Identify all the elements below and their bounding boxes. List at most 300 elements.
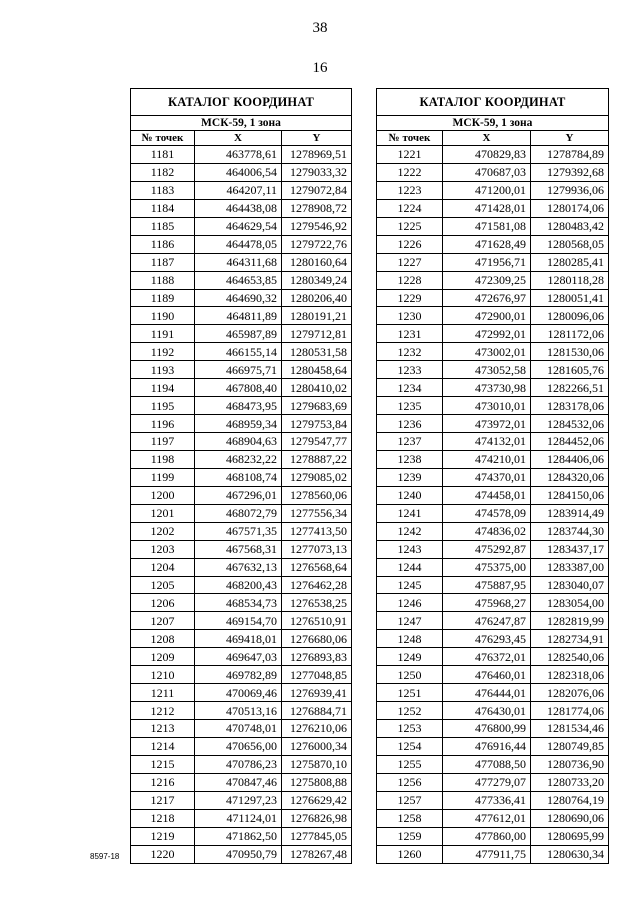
table-row <box>131 217 352 235</box>
table-row <box>131 540 352 558</box>
x-coordinate-cell: 476247,87 <box>443 612 531 630</box>
point-number-cell: 1210 <box>131 666 195 684</box>
x-coordinate-cell: 476372,01 <box>443 648 531 666</box>
y-coordinate-cell: 1276462,28 <box>282 576 352 594</box>
column-header-x: X <box>443 131 531 146</box>
point-number-cell: 1236 <box>377 415 443 433</box>
y-coordinate-cell: 1282819,99 <box>531 612 609 630</box>
y-coordinate-cell: 1276538,25 <box>282 594 352 612</box>
x-coordinate-cell: 470748,01 <box>195 720 282 738</box>
x-coordinate-cell: 468232,22 <box>195 450 282 468</box>
point-number-cell: 1191 <box>131 325 195 343</box>
point-number-cell: 1221 <box>377 146 443 164</box>
x-coordinate-cell: 474210,01 <box>443 450 531 468</box>
point-number-cell: 1222 <box>377 163 443 181</box>
y-coordinate-cell: 1279072,84 <box>282 181 352 199</box>
table-row <box>131 612 352 630</box>
x-coordinate-cell: 467571,35 <box>195 522 282 540</box>
table-row <box>131 486 352 504</box>
point-number-cell: 1190 <box>131 307 195 325</box>
coordinate-system-label: МСК-59, 1 зона <box>131 116 352 131</box>
point-number-cell: 1242 <box>377 522 443 540</box>
y-coordinate-cell: 1280733,20 <box>531 773 609 791</box>
y-coordinate-cell: 1275870,10 <box>282 755 352 773</box>
y-coordinate-cell: 1276568,64 <box>282 558 352 576</box>
y-coordinate-cell: 1282076,06 <box>531 684 609 702</box>
point-number-cell: 1217 <box>131 791 195 809</box>
x-coordinate-cell: 475887,95 <box>443 576 531 594</box>
point-number-cell: 1237 <box>377 433 443 451</box>
table-row <box>131 791 352 809</box>
x-coordinate-cell: 463778,61 <box>195 146 282 164</box>
point-number-cell: 1224 <box>377 199 443 217</box>
x-coordinate-cell: 470513,16 <box>195 702 282 720</box>
table-row <box>131 755 352 773</box>
x-coordinate-cell: 475375,00 <box>443 558 531 576</box>
x-coordinate-cell: 470786,23 <box>195 755 282 773</box>
x-coordinate-cell: 470847,46 <box>195 773 282 791</box>
y-coordinate-cell: 1284406,06 <box>531 450 609 468</box>
x-coordinate-cell: 467632,13 <box>195 558 282 576</box>
point-number-cell: 1246 <box>377 594 443 612</box>
x-coordinate-cell: 468200,43 <box>195 576 282 594</box>
table-row <box>377 146 609 164</box>
x-coordinate-cell: 470687,03 <box>443 163 531 181</box>
x-coordinate-cell: 465987,89 <box>195 325 282 343</box>
x-coordinate-cell: 471200,01 <box>443 181 531 199</box>
table-row <box>377 307 609 325</box>
table-row <box>131 271 352 289</box>
table-row <box>377 576 609 594</box>
x-coordinate-cell: 473010,01 <box>443 397 531 415</box>
y-coordinate-cell: 1283178,06 <box>531 397 609 415</box>
x-coordinate-cell: 473730,98 <box>443 379 531 397</box>
y-coordinate-cell: 1276210,06 <box>282 720 352 738</box>
x-coordinate-cell: 477612,01 <box>443 809 531 827</box>
column-header-point: № точек <box>377 131 443 146</box>
table-row <box>131 504 352 522</box>
y-coordinate-cell: 1280410,02 <box>282 379 352 397</box>
x-coordinate-cell: 472309,25 <box>443 271 531 289</box>
x-coordinate-cell: 469647,03 <box>195 648 282 666</box>
x-coordinate-cell: 471124,01 <box>195 809 282 827</box>
point-number-cell: 1219 <box>131 827 195 845</box>
y-coordinate-cell: 1284532,06 <box>531 415 609 433</box>
x-coordinate-cell: 474458,01 <box>443 486 531 504</box>
x-coordinate-cell: 464207,11 <box>195 181 282 199</box>
point-number-cell: 1193 <box>131 361 195 379</box>
x-coordinate-cell: 470829,83 <box>443 146 531 164</box>
point-number-cell: 1207 <box>131 612 195 630</box>
y-coordinate-cell: 1277413,50 <box>282 522 352 540</box>
y-coordinate-cell: 1280160,64 <box>282 253 352 271</box>
y-coordinate-cell: 1276826,98 <box>282 809 352 827</box>
x-coordinate-cell: 464811,89 <box>195 307 282 325</box>
table-row <box>377 827 609 845</box>
point-number-cell: 1255 <box>377 755 443 773</box>
table-row <box>377 737 609 755</box>
y-coordinate-cell: 1283437,17 <box>531 540 609 558</box>
document-code: 8597-18 <box>90 852 120 861</box>
x-coordinate-cell: 468904,63 <box>195 433 282 451</box>
y-coordinate-cell: 1281774,06 <box>531 702 609 720</box>
table-row <box>377 271 609 289</box>
point-number-cell: 1248 <box>377 630 443 648</box>
x-coordinate-cell: 477279,07 <box>443 773 531 791</box>
y-coordinate-cell: 1283040,07 <box>531 576 609 594</box>
coordinate-system-label: МСК-59, 1 зона <box>377 116 609 131</box>
table-row <box>377 450 609 468</box>
y-coordinate-cell: 1279753,84 <box>282 415 352 433</box>
y-coordinate-cell: 1283387,00 <box>531 558 609 576</box>
y-coordinate-cell: 1280764,19 <box>531 791 609 809</box>
y-coordinate-cell: 1280695,99 <box>531 827 609 845</box>
x-coordinate-cell: 472900,01 <box>443 307 531 325</box>
x-coordinate-cell: 476916,44 <box>443 737 531 755</box>
point-number-cell: 1188 <box>131 271 195 289</box>
x-coordinate-cell: 464629,54 <box>195 217 282 235</box>
y-coordinate-cell: 1279712,81 <box>282 325 352 343</box>
table-row <box>131 361 352 379</box>
table-row <box>131 558 352 576</box>
table-row <box>377 343 609 361</box>
table-row <box>131 433 352 451</box>
point-number-cell: 1204 <box>131 558 195 576</box>
x-coordinate-cell: 473052,58 <box>443 361 531 379</box>
point-number-cell: 1209 <box>131 648 195 666</box>
x-coordinate-cell: 477336,41 <box>443 791 531 809</box>
table-row <box>377 666 609 684</box>
y-coordinate-cell: 1281172,06 <box>531 325 609 343</box>
x-coordinate-cell: 469418,01 <box>195 630 282 648</box>
point-number-cell: 1252 <box>377 702 443 720</box>
point-number-cell: 1228 <box>377 271 443 289</box>
point-number-cell: 1189 <box>131 289 195 307</box>
table-row <box>131 415 352 433</box>
table-row <box>131 684 352 702</box>
coordinate-catalog-table-left <box>130 88 352 864</box>
table-row <box>131 253 352 271</box>
x-coordinate-cell: 476444,01 <box>443 684 531 702</box>
x-coordinate-cell: 471297,23 <box>195 791 282 809</box>
x-coordinate-cell: 471581,08 <box>443 217 531 235</box>
y-coordinate-cell: 1279722,76 <box>282 235 352 253</box>
point-number-cell: 1239 <box>377 468 443 486</box>
x-coordinate-cell: 468108,74 <box>195 468 282 486</box>
y-coordinate-cell: 1280191,21 <box>282 307 352 325</box>
table-row <box>377 594 609 612</box>
x-coordinate-cell: 469154,70 <box>195 612 282 630</box>
point-number-cell: 1192 <box>131 343 195 361</box>
point-number-cell: 1195 <box>131 397 195 415</box>
page-number: 38 <box>312 20 328 36</box>
point-number-cell: 1211 <box>131 684 195 702</box>
table-row <box>131 737 352 755</box>
x-coordinate-cell: 475968,27 <box>443 594 531 612</box>
table-row <box>131 827 352 845</box>
point-number-cell: 1243 <box>377 540 443 558</box>
x-coordinate-cell: 476430,01 <box>443 702 531 720</box>
y-coordinate-cell: 1276510,91 <box>282 612 352 630</box>
point-number-cell: 1257 <box>377 791 443 809</box>
table-row <box>377 558 609 576</box>
table-row <box>377 235 609 253</box>
point-number-cell: 1251 <box>377 684 443 702</box>
point-number-cell: 1241 <box>377 504 443 522</box>
table-row <box>377 809 609 827</box>
table-row <box>131 809 352 827</box>
y-coordinate-cell: 1276884,71 <box>282 702 352 720</box>
table-row <box>377 415 609 433</box>
y-coordinate-cell: 1278887,22 <box>282 450 352 468</box>
x-coordinate-cell: 468473,95 <box>195 397 282 415</box>
table-row <box>131 181 352 199</box>
x-coordinate-cell: 468959,34 <box>195 415 282 433</box>
x-coordinate-cell: 464438,08 <box>195 199 282 217</box>
y-coordinate-cell: 1282734,91 <box>531 630 609 648</box>
x-coordinate-cell: 470656,00 <box>195 737 282 755</box>
point-number-cell: 1259 <box>377 827 443 845</box>
table-row <box>131 343 352 361</box>
x-coordinate-cell: 473972,01 <box>443 415 531 433</box>
table-row <box>131 594 352 612</box>
table-row <box>131 648 352 666</box>
table-row <box>131 146 352 164</box>
table-row <box>377 163 609 181</box>
y-coordinate-cell: 1283054,00 <box>531 594 609 612</box>
point-number-cell: 1182 <box>131 163 195 181</box>
point-number-cell: 1198 <box>131 450 195 468</box>
x-coordinate-cell: 468534,73 <box>195 594 282 612</box>
y-coordinate-cell: 1280051,41 <box>531 289 609 307</box>
y-coordinate-cell: 1280285,41 <box>531 253 609 271</box>
y-coordinate-cell: 1276893,83 <box>282 648 352 666</box>
point-number-cell: 1218 <box>131 809 195 827</box>
table-row <box>131 522 352 540</box>
point-number-cell: 1185 <box>131 217 195 235</box>
y-coordinate-cell: 1279547,77 <box>282 433 352 451</box>
y-coordinate-cell: 1276939,41 <box>282 684 352 702</box>
point-number-cell: 1223 <box>377 181 443 199</box>
y-coordinate-cell: 1280630,34 <box>531 845 609 863</box>
table-row <box>131 307 352 325</box>
x-coordinate-cell: 472992,01 <box>443 325 531 343</box>
table-row <box>377 486 609 504</box>
y-coordinate-cell: 1280690,06 <box>531 809 609 827</box>
point-number-cell: 1199 <box>131 468 195 486</box>
y-coordinate-cell: 1282266,51 <box>531 379 609 397</box>
y-coordinate-cell: 1277073,13 <box>282 540 352 558</box>
point-number-cell: 1183 <box>131 181 195 199</box>
x-coordinate-cell: 471862,50 <box>195 827 282 845</box>
table-row <box>377 612 609 630</box>
x-coordinate-cell: 476460,01 <box>443 666 531 684</box>
point-number-cell: 1254 <box>377 737 443 755</box>
column-header-point: № точек <box>131 131 195 146</box>
x-coordinate-cell: 466155,14 <box>195 343 282 361</box>
sheet-number: 16 <box>312 60 328 76</box>
x-coordinate-cell: 474132,01 <box>443 433 531 451</box>
y-coordinate-cell: 1276680,06 <box>282 630 352 648</box>
x-coordinate-cell: 464311,68 <box>195 253 282 271</box>
x-coordinate-cell: 464478,05 <box>195 235 282 253</box>
table-row <box>377 773 609 791</box>
point-number-cell: 1181 <box>131 146 195 164</box>
x-coordinate-cell: 474578,09 <box>443 504 531 522</box>
table-row <box>131 773 352 791</box>
point-number-cell: 1258 <box>377 809 443 827</box>
x-coordinate-cell: 464690,32 <box>195 289 282 307</box>
y-coordinate-cell: 1279683,69 <box>282 397 352 415</box>
y-coordinate-cell: 1280206,40 <box>282 289 352 307</box>
point-number-cell: 1212 <box>131 702 195 720</box>
point-number-cell: 1240 <box>377 486 443 504</box>
y-coordinate-cell: 1284320,06 <box>531 468 609 486</box>
x-coordinate-cell: 471428,01 <box>443 199 531 217</box>
table-row <box>131 450 352 468</box>
table-row <box>131 468 352 486</box>
point-number-cell: 1227 <box>377 253 443 271</box>
x-coordinate-cell: 470950,79 <box>195 845 282 863</box>
table-row <box>131 397 352 415</box>
x-coordinate-cell: 464653,85 <box>195 271 282 289</box>
y-coordinate-cell: 1280349,24 <box>282 271 352 289</box>
table-row <box>131 379 352 397</box>
y-coordinate-cell: 1279546,92 <box>282 217 352 235</box>
point-number-cell: 1184 <box>131 199 195 217</box>
x-coordinate-cell: 476293,45 <box>443 630 531 648</box>
catalog-title: КАТАЛОГ КООРДИНАТ <box>131 89 352 116</box>
table-row <box>131 630 352 648</box>
y-coordinate-cell: 1277845,05 <box>282 827 352 845</box>
y-coordinate-cell: 1282540,06 <box>531 648 609 666</box>
table-row <box>377 504 609 522</box>
point-number-cell: 1220 <box>131 845 195 863</box>
y-coordinate-cell: 1276000,34 <box>282 737 352 755</box>
table-row <box>131 666 352 684</box>
column-header-x: X <box>195 131 282 146</box>
table-row <box>377 468 609 486</box>
y-coordinate-cell: 1280749,85 <box>531 737 609 755</box>
y-coordinate-cell: 1280531,58 <box>282 343 352 361</box>
point-number-cell: 1225 <box>377 217 443 235</box>
x-coordinate-cell: 468072,79 <box>195 504 282 522</box>
x-coordinate-cell: 474370,01 <box>443 468 531 486</box>
point-number-cell: 1205 <box>131 576 195 594</box>
x-coordinate-cell: 477860,00 <box>443 827 531 845</box>
y-coordinate-cell: 1279085,02 <box>282 468 352 486</box>
point-number-cell: 1234 <box>377 379 443 397</box>
point-number-cell: 1233 <box>377 361 443 379</box>
table-row <box>377 845 609 863</box>
x-coordinate-cell: 477088,50 <box>443 755 531 773</box>
x-coordinate-cell: 466975,71 <box>195 361 282 379</box>
y-coordinate-cell: 1277048,85 <box>282 666 352 684</box>
x-coordinate-cell: 477911,75 <box>443 845 531 863</box>
point-number-cell: 1260 <box>377 845 443 863</box>
table-row <box>377 397 609 415</box>
point-number-cell: 1232 <box>377 343 443 361</box>
point-number-cell: 1244 <box>377 558 443 576</box>
y-coordinate-cell: 1278560,06 <box>282 486 352 504</box>
y-coordinate-cell: 1280458,64 <box>282 361 352 379</box>
table-row <box>377 630 609 648</box>
y-coordinate-cell: 1279033,32 <box>282 163 352 181</box>
table-row <box>377 289 609 307</box>
table-row <box>377 720 609 738</box>
y-coordinate-cell: 1279392,68 <box>531 163 609 181</box>
y-coordinate-cell: 1278784,89 <box>531 146 609 164</box>
y-coordinate-cell: 1278969,51 <box>282 146 352 164</box>
point-number-cell: 1197 <box>131 433 195 451</box>
table-row <box>377 791 609 809</box>
point-number-cell: 1203 <box>131 540 195 558</box>
y-coordinate-cell: 1280096,06 <box>531 307 609 325</box>
table-row <box>377 361 609 379</box>
table-row <box>377 181 609 199</box>
table-row <box>131 163 352 181</box>
y-coordinate-cell: 1281534,46 <box>531 720 609 738</box>
y-coordinate-cell: 1278908,72 <box>282 199 352 217</box>
table-row <box>131 845 352 863</box>
table-row <box>377 702 609 720</box>
table-row <box>131 702 352 720</box>
x-coordinate-cell: 464006,54 <box>195 163 282 181</box>
point-number-cell: 1186 <box>131 235 195 253</box>
x-coordinate-cell: 472676,97 <box>443 289 531 307</box>
y-coordinate-cell: 1284452,06 <box>531 433 609 451</box>
point-number-cell: 1202 <box>131 522 195 540</box>
y-coordinate-cell: 1276629,42 <box>282 791 352 809</box>
x-coordinate-cell: 476800,99 <box>443 720 531 738</box>
x-coordinate-cell: 467568,31 <box>195 540 282 558</box>
x-coordinate-cell: 469782,89 <box>195 666 282 684</box>
table-row <box>377 540 609 558</box>
table-row <box>377 253 609 271</box>
table-row <box>377 755 609 773</box>
table-row <box>131 289 352 307</box>
y-coordinate-cell: 1278267,48 <box>282 845 352 863</box>
table-row <box>131 199 352 217</box>
x-coordinate-cell: 467296,01 <box>195 486 282 504</box>
y-coordinate-cell: 1284150,06 <box>531 486 609 504</box>
y-coordinate-cell: 1280118,28 <box>531 271 609 289</box>
point-number-cell: 1245 <box>377 576 443 594</box>
point-number-cell: 1200 <box>131 486 195 504</box>
point-number-cell: 1214 <box>131 737 195 755</box>
table-row <box>377 217 609 235</box>
point-number-cell: 1201 <box>131 504 195 522</box>
point-number-cell: 1250 <box>377 666 443 684</box>
x-coordinate-cell: 467808,40 <box>195 379 282 397</box>
x-coordinate-cell: 471628,49 <box>443 235 531 253</box>
y-coordinate-cell: 1277556,34 <box>282 504 352 522</box>
table-row <box>377 199 609 217</box>
table-row <box>131 720 352 738</box>
y-coordinate-cell: 1283744,30 <box>531 522 609 540</box>
table-row <box>377 648 609 666</box>
point-number-cell: 1247 <box>377 612 443 630</box>
y-coordinate-cell: 1280483,42 <box>531 217 609 235</box>
y-coordinate-cell: 1280736,90 <box>531 755 609 773</box>
point-number-cell: 1213 <box>131 720 195 738</box>
x-coordinate-cell: 471956,71 <box>443 253 531 271</box>
y-coordinate-cell: 1280174,06 <box>531 199 609 217</box>
table-row <box>377 684 609 702</box>
point-number-cell: 1253 <box>377 720 443 738</box>
y-coordinate-cell: 1280568,05 <box>531 235 609 253</box>
column-header-y: Y <box>531 131 609 146</box>
